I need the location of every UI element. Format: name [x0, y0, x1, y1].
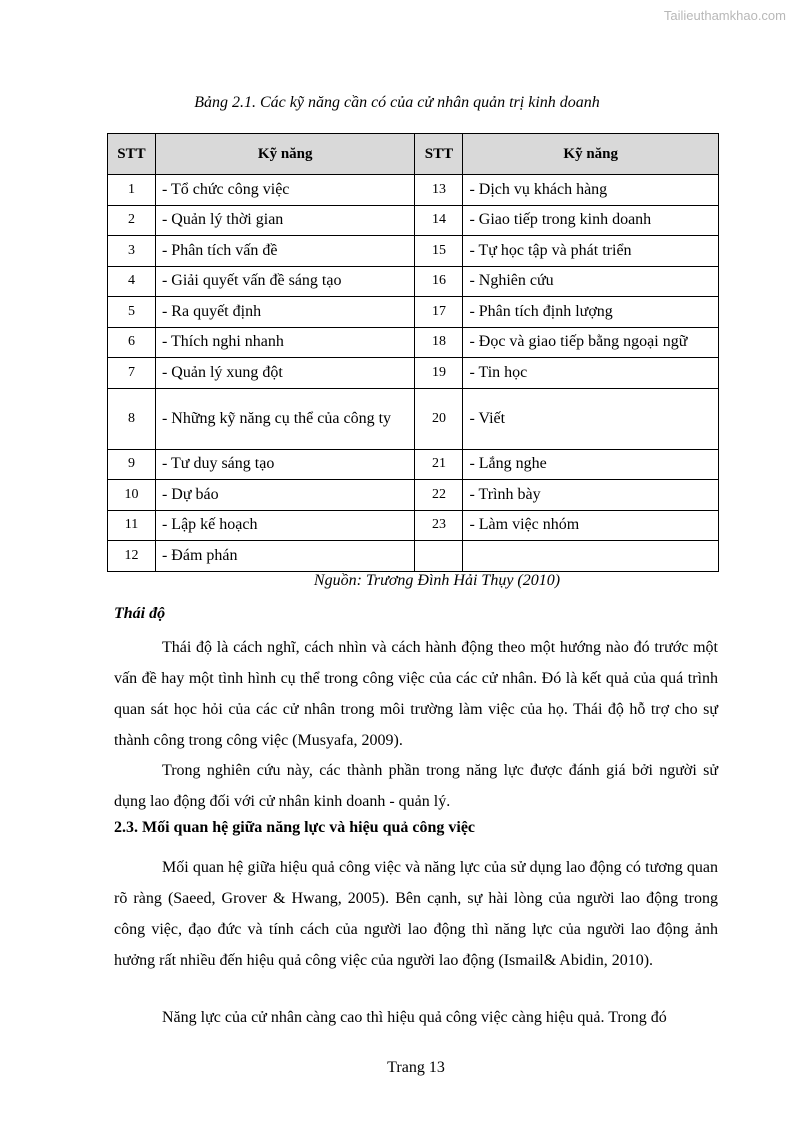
section-paragraph: Năng lực của cử nhân càng cao thì hiệu quả công việc càng hiệu quả. Trong đó — [162, 1009, 667, 1026]
skill-cell: - Ra quyết định — [155, 297, 415, 328]
row-number: 18 — [415, 327, 463, 358]
skill-cell: - Phân tích vấn đề — [155, 236, 415, 267]
table-caption: Bảng 2.1. Các kỹ năng cần có của cử nhân quản trị kinh doanh — [194, 94, 600, 111]
attitude-paragraph: Trong nghiên cứu này, các thành phần trong năng lực được đánh giá bởi người sử dụng lao động đối với cử nhân kinh doanh - quản lý. — [114, 762, 718, 810]
skill-cell: - Trình bày — [463, 480, 719, 511]
table-header-row — [108, 134, 719, 175]
row-number: 3 — [108, 236, 156, 267]
row-number: 15 — [415, 236, 463, 267]
table-row — [108, 358, 719, 389]
row-number: 16 — [415, 266, 463, 297]
table-row — [108, 175, 719, 206]
skill-cell: - Phân tích định lượng — [463, 297, 719, 328]
row-number: 23 — [415, 510, 463, 541]
header-stt-2: STT — [415, 134, 463, 175]
row-number: 20 — [415, 388, 463, 449]
attitude-paragraph: Thái độ là cách nghĩ, cách nhìn và cách hành động theo một hướng nào đó trước một vấn đề hay một tình hình cụ thể trong công việc của các cử nhân. Đó là kết quả của quá trình quan sát học hỏi của các cử nhân trong môi trường làm việc của họ. Thái độ hỗ trợ cho sự thành công trong công việc (Musyafa, 2009). — [114, 639, 718, 749]
skill-cell — [463, 541, 719, 572]
page-footer: Trang 13 — [387, 1059, 445, 1076]
skill-cell: - Lập kế hoạch — [155, 510, 415, 541]
table-row — [108, 236, 719, 267]
skill-cell: - Quản lý xung đột — [155, 358, 415, 389]
skill-cell: - Làm việc nhóm — [463, 510, 719, 541]
row-number: 7 — [108, 358, 156, 389]
skill-cell: - Tổ chức công việc — [155, 175, 415, 206]
row-number: 2 — [108, 205, 156, 236]
skill-cell: - Dịch vụ khách hàng — [463, 175, 719, 206]
skill-cell: - Viết — [463, 388, 719, 449]
header-skill-2: Kỹ năng — [463, 134, 719, 175]
header-stt-1: STT — [108, 134, 156, 175]
table-row — [108, 388, 719, 449]
section-heading: 2.3. Mối quan hệ giữa năng lực và hiệu quả công việc — [114, 819, 476, 836]
row-number: 4 — [108, 266, 156, 297]
table-row — [108, 297, 719, 328]
table-row — [108, 480, 719, 511]
row-number: 8 — [108, 388, 156, 449]
skill-cell: - Tự học tập và phát triển — [463, 236, 719, 267]
table-source: Nguồn: Trương Đình Hải Thụy (2010) — [313, 572, 561, 589]
row-number: 5 — [108, 297, 156, 328]
header-skill-1: Kỹ năng — [155, 134, 415, 175]
skill-cell: - Thích nghi nhanh — [155, 327, 415, 358]
row-number: 12 — [108, 541, 156, 572]
skill-cell: - Nghiên cứu — [463, 266, 719, 297]
skill-cell: - Đám phán — [155, 541, 415, 572]
attitude-heading: Thái độ — [114, 605, 166, 622]
row-number — [415, 541, 463, 572]
row-number: 17 — [415, 297, 463, 328]
row-number: 9 — [108, 449, 156, 480]
table-row — [108, 266, 719, 297]
skills-table — [107, 133, 719, 572]
row-number: 13 — [415, 175, 463, 206]
row-number: 21 — [415, 449, 463, 480]
skill-cell: - Dự báo — [155, 480, 415, 511]
skill-cell: - Giao tiếp trong kinh doanh — [463, 205, 719, 236]
row-number: 22 — [415, 480, 463, 511]
row-number: 14 — [415, 205, 463, 236]
table-row — [108, 510, 719, 541]
section-paragraph: Mối quan hệ giữa hiệu quả công việc và năng lực của sử dụng lao động có tương quan rõ ràng (Saeed, Grover & Hwang, 2005). Bên cạnh, sự hài lòng của người lao động trong công việc, đạo đức và tính cách của người lao động thì năng lực của người lao động ảnh hưởng rất nhiều đến hiệu quả công việc của người lao động (Ismail& Abidin, 2010). — [114, 859, 718, 969]
table-row — [108, 449, 719, 480]
row-number: 10 — [108, 480, 156, 511]
skill-cell: - Tư duy sáng tạo — [155, 449, 415, 480]
table-row — [108, 205, 719, 236]
table-row — [108, 541, 719, 572]
skill-cell: - Đọc và giao tiếp bằng ngoại ngữ — [463, 327, 719, 358]
watermark: Tailieuthamkhao.com — [663, 8, 786, 23]
row-number: 1 — [108, 175, 156, 206]
row-number: 6 — [108, 327, 156, 358]
skill-cell: - Giải quyết vấn đề sáng tạo — [155, 266, 415, 297]
skill-cell: - Lắng nghe — [463, 449, 719, 480]
row-number: 19 — [415, 358, 463, 389]
skill-cell: - Những kỹ năng cụ thể của công ty — [155, 388, 415, 449]
table-row — [108, 327, 719, 358]
skill-cell: - Tin học — [463, 358, 719, 389]
row-number: 11 — [108, 510, 156, 541]
skill-cell: - Quản lý thời gian — [155, 205, 415, 236]
